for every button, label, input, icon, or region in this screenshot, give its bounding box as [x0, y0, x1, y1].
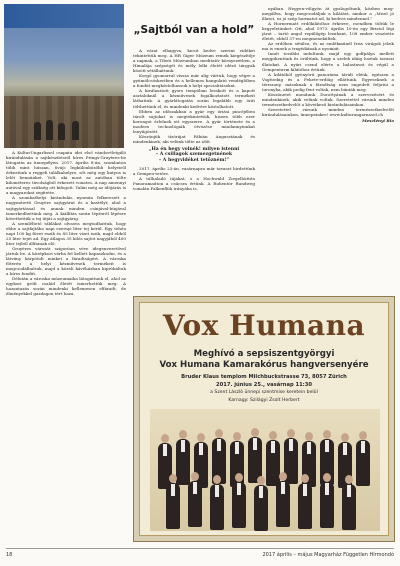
article-column-3	[262, 6, 394, 123]
paragraph: Az erdőben sétálva, és az emlékműnél friss virágok jelzik ma is ennek a tragédiának a nyomait.	[262, 41, 394, 52]
paragraph: A szombathelyi kirándulás nyomán felkeresett a nagyméretű Gruyère sajtgyárat és a kastélyt; ahol a sajtgyártással és annak minden csínjával-bínjával ismerkedhettünk meg. A kiállítás során lépésről lépésre követhettük a tej útját a sajtgyárig.	[6, 195, 126, 221]
paragraph: Korgó gyomorral vissza már alig vártuk, hogy végre a gyümölcsöskertben és a kellemes hangulatú vendéglőben a fondüt megkóstolhassuk a helyi specialitásokat.	[133, 73, 255, 89]
singer	[276, 481, 290, 527]
person-figure	[72, 121, 79, 140]
paragraph: Délután a városka múzeumaiba látogattunk el, ahol az egykori grófi család életét ismerhettük meg. A hazautazás során mindenki kellemesen elfáradt, de élményekkel gazdagon tért haza.	[6, 276, 126, 297]
quote-line: „Ha én hegy volnék! milyen istenni	[148, 146, 240, 152]
paragraph: Innét további indultunk, majd egy golfpálya mellett megpihentünk és örültünk, hogy a szelek idáig hoztak tavaszi illatokat. A nyári csend elérte a halastavat és végül a Gempenturm kilátóhoz értünk.	[262, 51, 394, 72]
quote-line: – A hegyvidéket tetőzném!”	[158, 158, 230, 164]
article-column-1	[6, 150, 126, 296]
person-figure	[46, 120, 53, 140]
singer	[342, 484, 356, 530]
paragraph: A szemléltető táblákat olvasva megtudhattuk, hogy ebbe a sajtfajtába napi ezernyi liter tej kerül. Egy tehén napi 100 kg füvet eszik és 85 liter vizet iszik, majd ebből 25 liter tejet ad. Egy átlagos 35 kilós sajtot nagyjából 400 liter tejből állítanak elő.	[6, 220, 126, 246]
paragraph: A KulturUngarlissel csapata idei első vándoréletgáló kirándulásán a sajtkészítésről híres Prings-Gruyères-be látogatta az ünnepélyen. 2017. április 8-án, szombaton több mint húszan, Svájc legkülönbözőbb helyeiről érkeztünk a reggeli találkahelyre, sőt még egy kutyus is lelőt bennünket. Volt, aki most az autóban tölte kilométeres távolságból érkezett vonatra. A nap amennyi autóval egy szükség ott kifogott. Talán még az időjárás is a magyarokat segítette.	[6, 150, 126, 196]
article-title: „Sajtból van a hold”	[133, 24, 255, 36]
singer	[254, 485, 268, 531]
ad-mass-line: a Szent László ünnepi szentmise keretein belül	[210, 390, 318, 395]
paragraph: Ebben az időszakban a gyár egy óriási pincéjében tárolt sajtokat is megtekintettük, hiszen több ezer korongot érlelnek ott egyszerre. A gyár története és a modern technológiák ötvözése mindannyiunkat lenyűgözött.	[133, 108, 255, 134]
singer	[266, 440, 280, 486]
author-signature: Meszlényi Ria	[362, 118, 394, 124]
ad-date: 2017. június 25., vasárnap 11:30	[216, 382, 312, 388]
singer	[356, 440, 370, 486]
person-figure	[58, 123, 65, 140]
ad-choir-line: Vox Humana Kamarakórus hangversenyére	[159, 360, 369, 370]
landscape-photo	[4, 4, 124, 148]
paragraph: Szeretettel várunk minden természetkedvelőt kirándulásainkon, ünnepeinkre! www.kulturungarnasel.ch	[262, 106, 394, 117]
sky	[4, 4, 124, 28]
paragraph: A kilátóból gyönyörű panoráma tárult elénk, egészen a Vogézekig és a Fekete-erdőig elláttunk. Egyeseknek a tériszony, másoknak a fáradtság nem engedett feljutni a toronyba, akik pedig fent voltak, nem bánták meg.	[262, 71, 394, 92]
singer	[298, 483, 312, 529]
paragraph: A kiválasztott gyors tempóban lerakott és a kapott asztaloknál a kézművesek fogalkoztatott termékeit láthattuk. A gyárlátogatás során legalább egy órát tölthettünk el, és mindenki kedvére kóstolhatott.	[133, 88, 255, 109]
paragraph: A Hornermatt erdőkilátóhoz érkezve, csendben töltük le kegyeletünket. Ott, ahol 1973. április 10-én egy Bristol légi járat – tartó angol repülőgép lezuhant, 108 ember vesztette életét, ebből 37-en megmenekültek.	[262, 21, 394, 42]
page-number: 18	[6, 552, 13, 558]
ad-venue: Bruder Klaus templom Milchbuckstrasse 73, 8057 Zürich	[181, 374, 347, 380]
ad-title: Vox Humana	[162, 309, 366, 342]
article-column-2	[133, 48, 255, 191]
paragraph: nyában. Hegyen-völgyön át gyalogoltunk, közben meg-megállva, hogy megcsodáljuk a kilátást, amikor a „Mező jó illatot, ez jó szép harmatot ad, ki kedves mindennel.”	[262, 6, 394, 22]
footer-masthead: 2017 április – május Magyarház Független Hírmondó	[262, 552, 394, 558]
choir-photo	[150, 409, 380, 531]
singer	[176, 439, 190, 485]
stone-wall	[4, 96, 124, 148]
ad-invite-line: Meghívó a sepsiszentgyörgyi	[193, 349, 335, 359]
singer	[210, 484, 224, 530]
singer	[188, 481, 202, 527]
ad-frame	[139, 302, 389, 536]
quote-line: – A csillagok szemezgetnének	[155, 152, 233, 158]
paragraph: A túlhaladó tájakat, s a Hochwald Ziegelhüttén Panoramaúton a csúcsra értünk. A Ruhentör Rundweg vonalán Falkenflüh irányába is.	[133, 175, 255, 191]
ad-conductor-line: Karnagy: Szilágyi Zsolt Herbert	[228, 398, 300, 403]
paragraph: Köszönetet mondunk Dorottyának a szervezésért és mindenkinek, akik velünk voltak. Szeretettel várunk minden természetkedvelőt a következő kirándulásainkon.	[262, 91, 394, 107]
poem-quote	[133, 147, 255, 164]
singer	[320, 482, 334, 528]
paragraph: Gruyères városát szigorúan véve idegenvezetővel jártuk be. A középkori várba fel kellett kapaszkodni, és a látvány kárpótolt minket a fáradtságért. A városka főterén a helyi kézművesek termékeit is megcsodálhattuk, majd a közeli kávéházban kipróbáltuk a híres fondüt.	[6, 245, 126, 277]
paragraph: A várat elhagyva, kicsit kedve szerint vidéket tekintettük meg. A HR Giger Múzeum remek kiegészítője a napnak, a Tibeti Múzeumban meditatív környezetben, a Himalája szépségét és mély lelki életét idéző tárgyak között sétálhattunk.	[133, 48, 255, 74]
page-footer	[6, 552, 394, 562]
footer-rule	[6, 548, 394, 549]
person-figure	[34, 122, 41, 140]
paragraph: 2017. április 23-án, vasárnapra már tavaszt hirdettünk a Gempen-tetőre.	[133, 165, 255, 176]
singer	[232, 482, 246, 528]
singer	[166, 483, 180, 529]
concert-advertisement	[133, 296, 395, 542]
paragraph: Köszönjük tízórájat Fábián Augusztának és mindenkinek, aki velünk tölte az időt.	[133, 133, 255, 144]
